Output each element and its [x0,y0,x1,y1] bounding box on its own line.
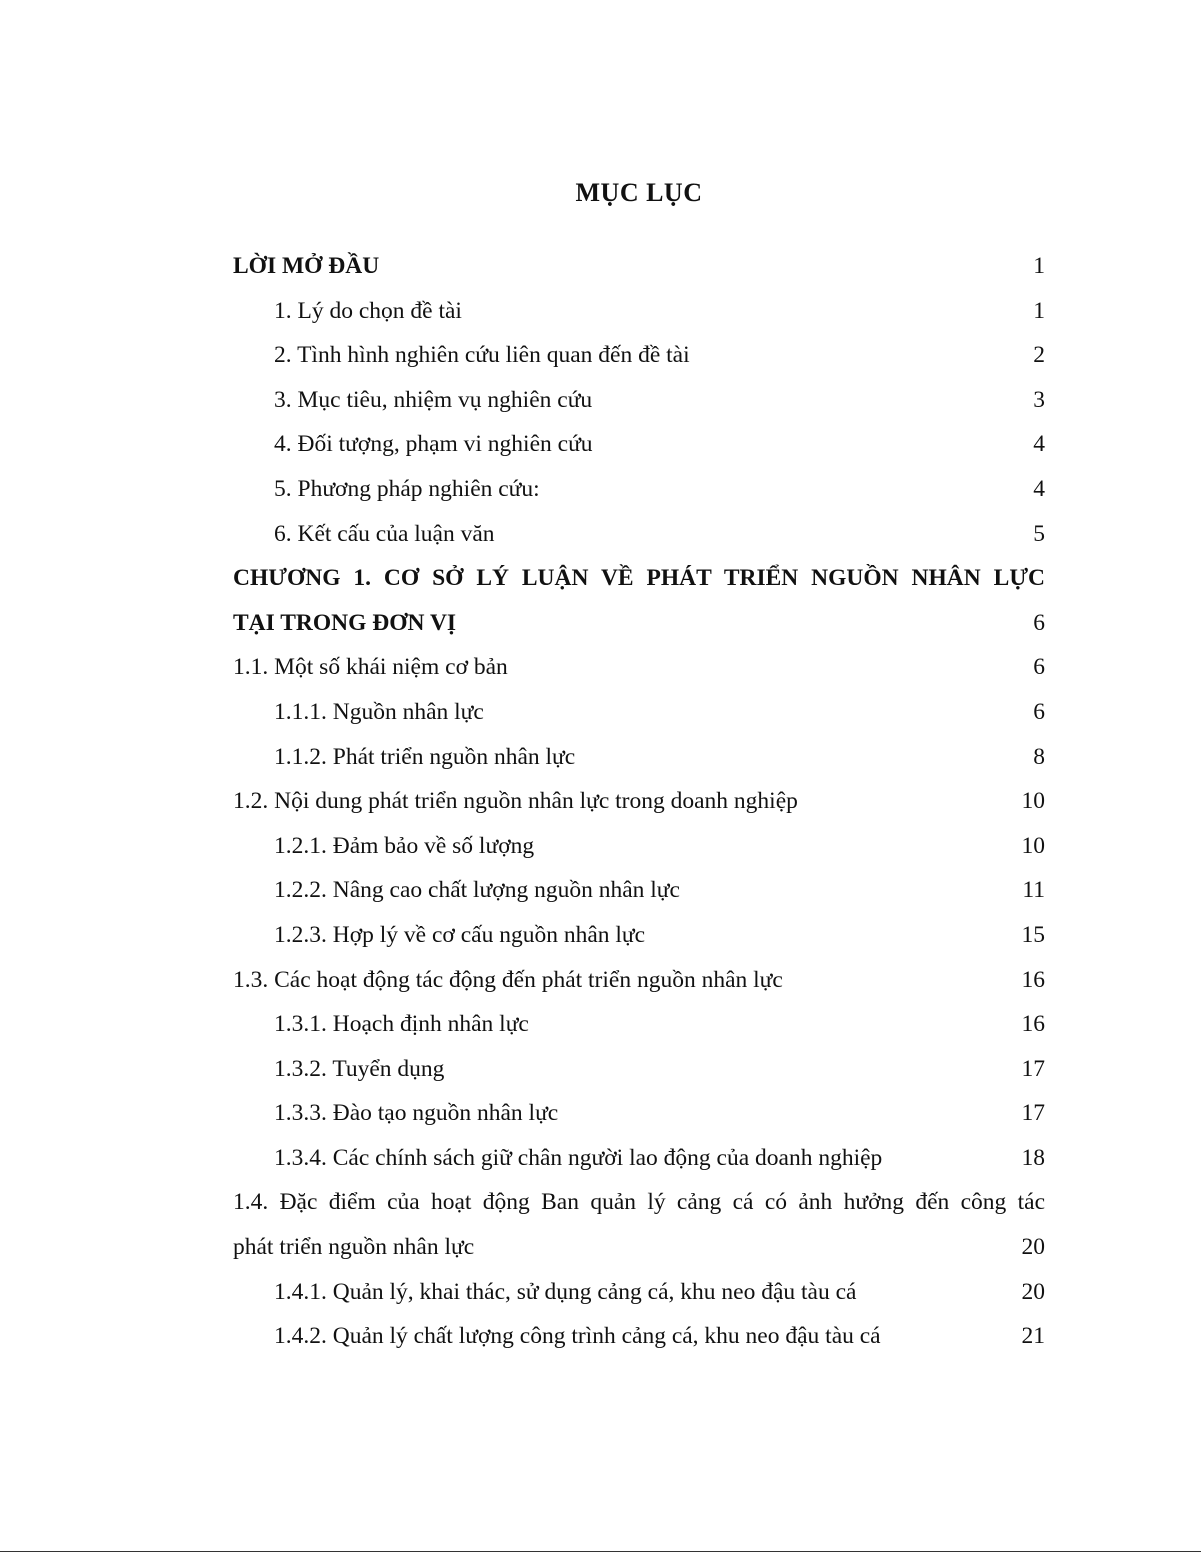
toc-page-number: 21 [1021,1323,1045,1350]
toc-entry-1-2-2[interactable] [233,868,1045,913]
toc-entry-text: 1.1.2. Phát triển nguồn nhân lực [274,743,576,770]
dot-leader [693,339,1031,363]
toc-page-number: 4 [1033,431,1045,458]
toc-entry-text: 1.3. Các hoạt động tác động đến phát triển nguồn nhân lực [233,966,783,993]
toc-entry-text: 1.4.1. Quản lý, khai thác, sử dụng cảng cá, khu neo đậu tàu cá [274,1278,857,1305]
toc-entry-1-4-2[interactable] [233,1314,1045,1359]
dot-leader [465,294,1030,318]
dot-leader [884,1320,1019,1344]
toc-page-number: 3 [1033,386,1045,413]
toc-entry-5[interactable] [233,467,1045,512]
toc-entry-1[interactable] [233,289,1045,334]
toc-entry-2[interactable] [233,333,1045,378]
toc-entry-text: 1.1. Một số khái niệm cơ bản [233,654,508,681]
dot-leader [801,785,1019,809]
dot-leader [578,740,1030,764]
dot-leader [596,428,1031,452]
toc-page-number: 10 [1021,788,1045,815]
toc-page-number: 10 [1021,832,1045,859]
toc-entry-text: 5. Phương pháp nghiên cứu: [274,475,540,502]
dot-leader [459,606,1030,630]
toc-entry-text: phát triển nguồn nhân lực [233,1234,475,1261]
toc-entry-1-1-2[interactable] [233,735,1045,780]
toc-entry-text: 1.4.2. Quản lý chất lượng công trình cảng cá, khu neo đậu tàu cá [274,1323,881,1350]
toc-entry-text: 1.4. Đặc điểm của hoạt động Ban quản lý cảng cá có ảnh hưởng đến công tác [233,1189,1045,1216]
toc-entry-chapter-1-line-1[interactable] [233,556,1045,601]
toc-entry-1-3-4[interactable] [233,1136,1045,1181]
dot-leader [532,1008,1019,1032]
toc-entry-text: 1. Lý do chọn đề tài [274,297,462,324]
toc-entry-1-3[interactable] [233,958,1045,1003]
toc-page-number: 11 [1022,877,1045,904]
dot-leader [477,1231,1018,1255]
toc-entry-text: 6. Kết cấu của luận văn [274,520,495,547]
dot-leader [447,1052,1018,1076]
table-of-contents [233,244,1045,1359]
toc-page-number: 1 [1033,253,1045,279]
toc-entry-chapter-1-line-2[interactable] [233,601,1045,646]
dot-leader [885,1141,1018,1165]
toc-entry-1-1[interactable] [233,645,1045,690]
toc-page-number: 16 [1021,1011,1045,1038]
toc-page-number: 6 [1033,654,1045,681]
toc-page-number: 20 [1021,1278,1045,1305]
toc-page-number: 17 [1021,1100,1045,1127]
dot-leader [859,1275,1018,1299]
toc-entry-4[interactable] [233,422,1045,467]
toc-page-number: 16 [1021,966,1045,993]
toc-page-number: 5 [1033,520,1045,547]
toc-entry-1-4-line-1[interactable] [233,1180,1045,1225]
toc-entry-text: 1.3.3. Đào tạo nguồn nhân lực [274,1100,559,1127]
toc-entry-1-2-3[interactable] [233,913,1045,958]
toc-page-number: 1 [1033,297,1045,324]
toc-page-number: 8 [1033,743,1045,770]
toc-page-number: 6 [1033,609,1045,636]
dot-leader [561,1097,1018,1121]
dot-leader [683,874,1019,898]
toc-entry-1-4-1[interactable] [233,1270,1045,1315]
dot-leader [595,383,1030,407]
toc-page-number: 6 [1033,698,1045,725]
toc-page-number: 4 [1033,475,1045,502]
toc-entry-text: LỜI MỞ ĐẦU [233,253,380,279]
toc-entry-text: 1.2.3. Hợp lý về cơ cấu nguồn nhân lực [274,921,646,948]
toc-entry-1-2[interactable] [233,779,1045,824]
toc-entry-1-4-line-2[interactable] [233,1225,1045,1270]
dot-leader [511,651,1030,675]
dot-leader [487,695,1030,719]
bottom-edge-line [0,1551,1201,1552]
toc-entry-loi-mo-dau[interactable] [233,244,1045,289]
toc-page-number: 2 [1033,342,1045,369]
toc-entry-text: 1.2. Nội dung phát triển nguồn nhân lực trong doanh nghiệp [233,788,798,815]
toc-page-number: 17 [1021,1055,1045,1082]
dot-leader [382,250,1030,274]
toc-entry-text: 1.3.1. Hoạch định nhân lực [274,1011,529,1038]
toc-entry-text: 3. Mục tiêu, nhiệm vụ nghiên cứu [274,386,593,413]
toc-heading: MỤC LỤC [575,178,703,207]
dot-leader [543,472,1031,496]
toc-entry-1-1-1[interactable] [233,690,1045,735]
toc-entry-text: CHƯƠNG 1. CƠ SỞ LÝ LUẬN VỀ PHÁT TRIỂN NGUỒN NHÂN LỰC [233,565,1045,592]
dot-leader [786,963,1019,987]
toc-page-number: 20 [1021,1234,1045,1261]
toc-entry-text: 2. Tình hình nghiên cứu liên quan đến đề tài [274,342,690,369]
toc-entry-6[interactable] [233,512,1045,557]
dot-leader [537,829,1018,853]
toc-entry-1-2-1[interactable] [233,824,1045,869]
toc-entry-text: 1.1.1. Nguồn nhân lực [274,698,484,725]
dot-leader [648,918,1018,942]
toc-entry-text: 4. Đối tượng, phạm vi nghiên cứu [274,431,593,458]
toc-entry-3[interactable] [233,378,1045,423]
toc-entry-1-3-1[interactable] [233,1002,1045,1047]
toc-entry-1-3-2[interactable] [233,1047,1045,1092]
toc-entry-text: 1.3.2. Tuyển dụng [274,1055,445,1082]
dot-leader [498,517,1031,541]
toc-entry-text: 1.2.1. Đảm bảo về số lượng [274,832,535,859]
toc-page-number: 18 [1021,1144,1045,1171]
toc-entry-text: TẠI TRONG ĐƠN VỊ [233,609,457,636]
toc-entry-1-3-3[interactable] [233,1091,1045,1136]
toc-entry-text: 1.2.2. Nâng cao chất lượng nguồn nhân lực [274,877,680,904]
toc-entry-text: 1.3.4. Các chính sách giữ chân người lao động của doanh nghiệp [274,1144,883,1171]
toc-page-number: 15 [1021,921,1045,948]
